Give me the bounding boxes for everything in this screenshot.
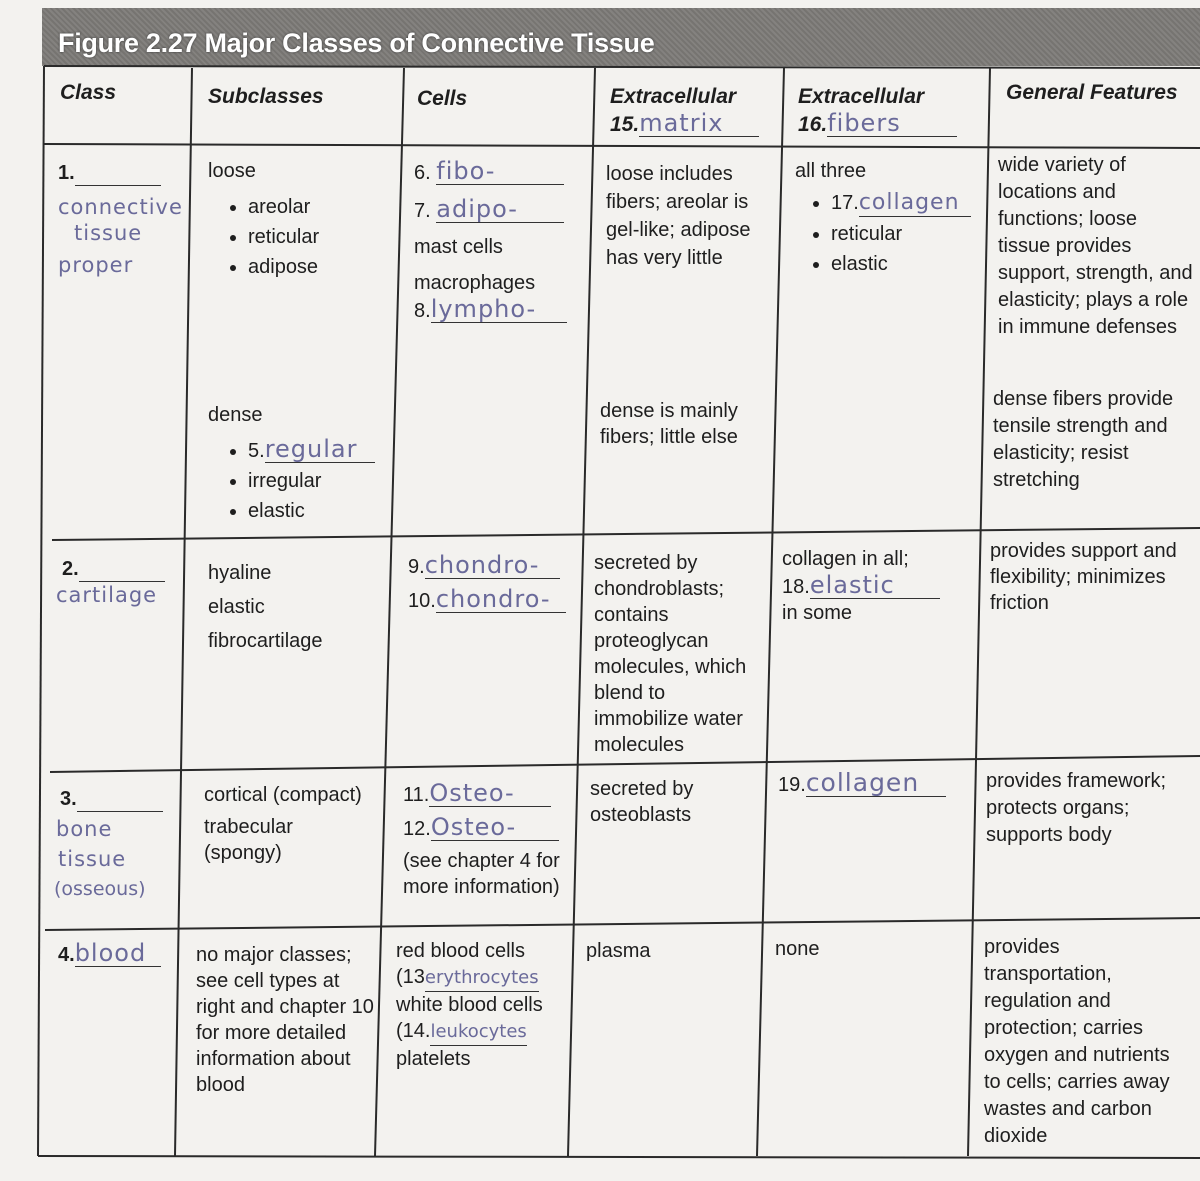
row1-cells <box>414 158 584 324</box>
answer-3-line3[interactable]: (osseous) <box>54 878 146 900</box>
cell-mast: mast cells <box>414 236 503 258</box>
header-ext-fibers-label: Extracellular <box>798 85 925 108</box>
row2-fibers <box>782 546 962 626</box>
row1-general-dense: dense fibers provide tensile strength and elasticity; resist stretching <box>993 388 1174 491</box>
subclass-dense-elastic: • elastic <box>248 498 393 524</box>
row2-general: provides support and flexibility; minimizes friction <box>990 540 1177 614</box>
row3-class <box>54 786 180 902</box>
subclass-trabecular: trabecular <box>204 816 293 838</box>
header-ext-matrix-num: 15. <box>610 113 640 136</box>
row2-subclasses <box>208 556 383 658</box>
answer-5[interactable]: regular <box>265 436 375 463</box>
answer-3-line2[interactable]: tissue <box>58 847 127 871</box>
answer-1-line3[interactable]: proper <box>58 253 134 277</box>
answer-10[interactable]: chondro- <box>436 586 566 613</box>
header-class: Class <box>60 81 117 104</box>
answer-18[interactable]: elastic <box>810 572 940 599</box>
row3-blank-line <box>77 793 163 812</box>
answer-6[interactable]: fibo- <box>436 158 564 185</box>
header-extracellular-matrix <box>610 84 759 138</box>
cell-white-blood: white blood cells <box>396 994 543 1016</box>
answer-7[interactable]: adipo- <box>436 196 564 223</box>
header-ext-fibers-num: 16. <box>798 113 828 136</box>
answer-13[interactable]: erythrocytes <box>425 965 539 992</box>
row2-class <box>56 556 182 608</box>
answer-3-line1[interactable]: bone <box>56 817 113 841</box>
answer-18-num: 18. <box>782 576 810 598</box>
row2-cells <box>408 552 588 614</box>
fibers-collagen-in-all: collagen in all; <box>782 548 909 570</box>
row1-matrix-dense: dense is mainly fibers; little else <box>600 400 738 448</box>
answer-12-num: 12. <box>403 818 431 840</box>
answer-16[interactable]: fibers <box>827 110 957 137</box>
header-general-features: General Features <box>1006 81 1178 104</box>
answer-1-line2[interactable]: tissue <box>74 221 143 245</box>
row1-matrix-loose: loose includes fibers; areolar is gel-like; adipose has very little <box>606 163 751 269</box>
answer-17-num: 17. <box>831 192 859 214</box>
answer-8[interactable]: lympho- <box>431 296 567 323</box>
cell-platelets: platelets <box>396 1048 471 1070</box>
loose-label: loose <box>208 160 256 182</box>
header-ext-matrix-label: Extracellular <box>610 85 737 108</box>
fibers-all-three: all three <box>795 160 867 182</box>
row1-loose-subclasses <box>208 158 393 284</box>
answer-14-prefix: (14. <box>396 1020 431 1042</box>
header-cells: Cells <box>417 87 468 110</box>
row4-matrix: plasma <box>586 940 651 962</box>
fibers-in-some: in some <box>782 602 853 624</box>
dense-label: dense <box>208 404 263 426</box>
answer-5-num: 5. <box>248 440 265 462</box>
subclass-spongy: (spongy) <box>204 842 282 864</box>
answer-9[interactable]: chondro- <box>425 552 560 579</box>
answer-11[interactable]: Osteo- <box>429 780 551 807</box>
answer-14[interactable]: leukocytes <box>430 1019 526 1046</box>
row4-fibers: none <box>775 938 820 960</box>
row1-class <box>58 160 188 278</box>
row1-general-loose: wide variety of locations and functions; loose tissue provides support, strength, and elasticity; plays a role in immune defenses <box>998 154 1193 338</box>
subclass-elastic: elastic <box>208 596 265 618</box>
subclass-hyaline: hyaline <box>208 562 272 584</box>
answer-12[interactable]: Osteo- <box>431 814 559 841</box>
answer-11-num: 11. <box>403 784 430 806</box>
subclass-irregular: • irregular <box>248 468 393 494</box>
row3-general: provides framework; protects organs; supports body <box>986 770 1167 846</box>
answer-6-num: 6. <box>414 162 431 184</box>
subclass-areolar: • areolar <box>248 194 393 220</box>
row3-cells <box>403 780 568 900</box>
answer-4[interactable]: blood <box>75 940 161 967</box>
answer-15[interactable]: matrix <box>639 110 759 137</box>
row2-matrix: secreted by chondroblasts; contains proteoglycan molecules, which blend to immobilize water molecules <box>594 552 747 756</box>
answer-8-num: 8. <box>414 300 431 322</box>
cell-macrophages: macrophages <box>414 272 536 294</box>
row2-number: 2. <box>62 558 79 580</box>
row1-number: 1. <box>58 162 75 184</box>
answer-19-num: 19. <box>778 774 806 796</box>
answer-1-line1[interactable]: connective <box>58 195 183 219</box>
row3-number: 3. <box>60 788 77 810</box>
row4-class <box>58 940 173 968</box>
row4-general: provides transportation, regulation and protection; carries oxygen and nutrients to cells; carries away wastes and carbon dioxide <box>984 936 1170 1147</box>
answer-13-prefix: (13 <box>396 966 425 988</box>
cells-chapter-note: (see chapter 4 for more information) <box>403 850 560 898</box>
subclass-adipose: • adipose <box>248 254 393 280</box>
answer-2[interactable]: cartilage <box>56 583 158 607</box>
header-extracellular-fibers <box>798 84 957 138</box>
row3-fibers <box>778 770 966 798</box>
row4-cells <box>396 938 566 1072</box>
fiber-elastic: • elastic <box>831 251 985 277</box>
row1-dense-subclasses <box>208 402 393 528</box>
subclass-cortical: cortical (compact) <box>204 784 362 806</box>
answer-19[interactable]: collagen <box>806 770 946 797</box>
answer-7-num: 7. <box>414 200 431 222</box>
answer-9-num: 9. <box>408 556 425 578</box>
fiber-reticular: • reticular <box>831 221 985 247</box>
subclass-reticular: • reticular <box>248 224 393 250</box>
answer-10-num: 10. <box>408 590 436 612</box>
answer-17[interactable]: collagen <box>859 190 971 217</box>
row1-blank-line <box>75 167 161 186</box>
header-subclasses: Subclasses <box>208 85 324 108</box>
row1-fibers <box>795 158 985 281</box>
cell-red-blood: red blood cells <box>396 940 525 962</box>
row3-matrix: secreted by osteoblasts <box>590 778 694 826</box>
figure-title: Figure 2.27 Major Classes of Connective Tissue <box>58 28 655 58</box>
fiber-collagen-item <box>831 190 985 217</box>
dense-regular-item <box>248 436 393 464</box>
subclass-fibrocartilage: fibrocartilage <box>208 630 323 652</box>
row2-blank-line <box>79 563 165 582</box>
row4-number: 4. <box>58 944 75 966</box>
row3-subclasses <box>204 782 384 866</box>
row4-subclasses: no major classes; see cell types at right and chapter 10 for more detailed information about blood <box>196 944 374 1096</box>
